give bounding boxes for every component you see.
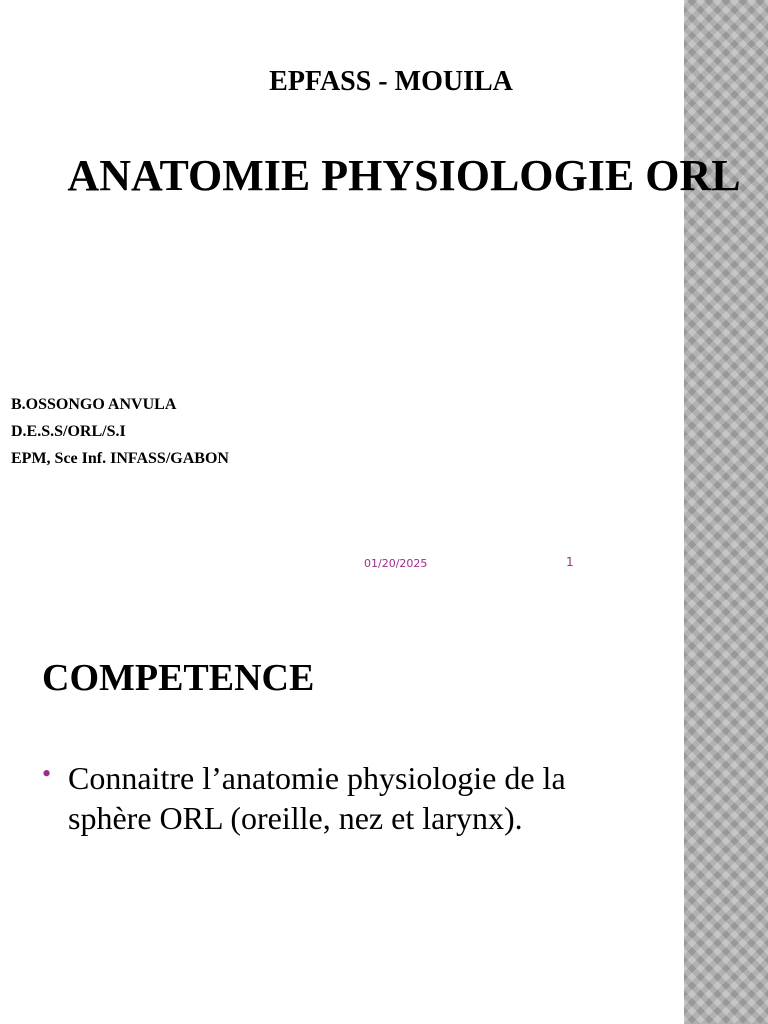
- presentation-title: ANATOMIE PHYSIOLOGIE ORL: [67, 151, 741, 200]
- bullet-icon: •: [42, 759, 52, 788]
- bullet-text: Connaitre l’anatomie physiologie de la sphère ORL (oreille, nez et larynx).: [68, 760, 566, 836]
- decorative-pattern-bar: [684, 600, 768, 1024]
- section-title: COMPETENCE: [42, 657, 315, 699]
- author-affiliation: EPM, Sce Inf. INFASS/GABON: [11, 450, 229, 467]
- bullet-item: [42, 758, 632, 838]
- slide-page-number: 1: [566, 555, 574, 569]
- slide-date: 01/20/2025: [364, 557, 428, 570]
- content-slide: [0, 600, 768, 1024]
- author-credential: D.E.S.S/ORL/S.I: [11, 423, 126, 440]
- author-name: B.OSSONGO ANVULA: [11, 396, 177, 413]
- school-name: EPFASS - MOUILA: [269, 66, 513, 97]
